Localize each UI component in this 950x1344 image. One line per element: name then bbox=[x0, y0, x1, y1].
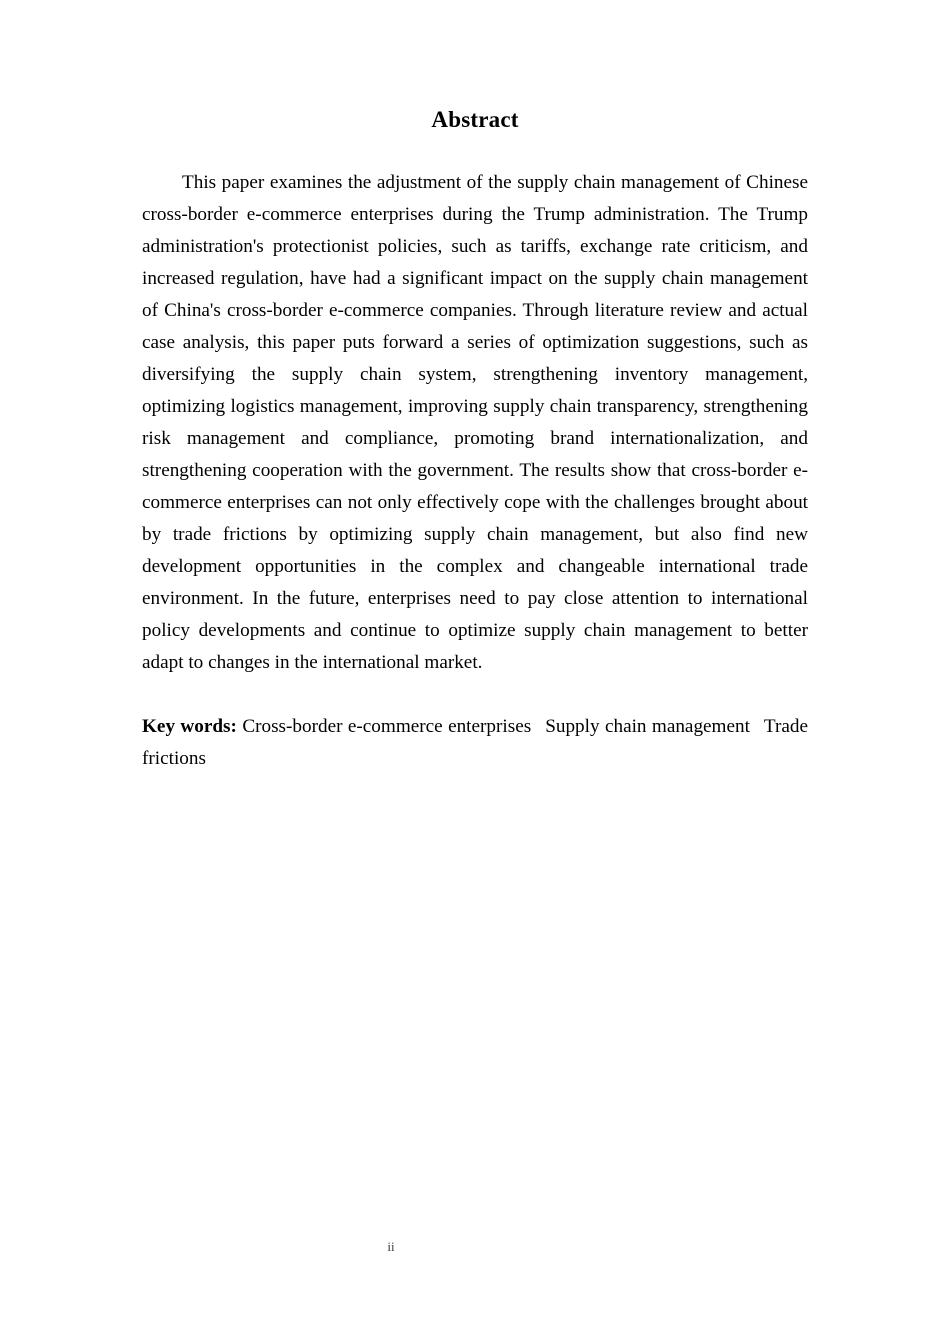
keywords-line bbox=[142, 711, 808, 807]
keywords-label: Key words: bbox=[142, 716, 237, 737]
keyword-term-1: Cross-border e-commerce enterprises bbox=[242, 716, 532, 737]
keyword-term-3: Trade frictions bbox=[142, 716, 808, 769]
heading-spacer bbox=[142, 136, 808, 167]
abstract-paragraph: This paper examines the adjustment of the supply chain management of Chinese cross-border e-commerce enterprises during the Trump administration. The Trump administration's protectionist policies, such as tariffs, exchange rate criticism, and increased regulation, have had a significant impact on the supply chain management of China's cross-border e-commerce companies. Through literature review and actual case analysis, this paper puts forward a series of optimization suggestions, such as diversifying the supply chain system, strengthening inventory management, optimizing logistics management, improving supply chain transparency, strengthening risk management and compliance, promoting brand internationalization, and strengthening cooperation with the government. The results show that cross-border e-commerce enterprises can not only effectively cope with the challenges brought about by trade frictions by optimizing supply chain management, but also find new development opportunities in the complex and changeable international trade environment. In the future, enterprises need to pay close attention to international policy developments and continue to optimize supply chain management to better adapt to changes in the international market. bbox=[142, 172, 808, 673]
page-title: Abstract bbox=[431, 107, 519, 132]
keywords-spacer bbox=[142, 679, 808, 711]
page-number: ii bbox=[387, 1239, 395, 1254]
keyword-term-2: Supply chain management bbox=[545, 716, 750, 737]
abstract-section bbox=[142, 104, 808, 807]
